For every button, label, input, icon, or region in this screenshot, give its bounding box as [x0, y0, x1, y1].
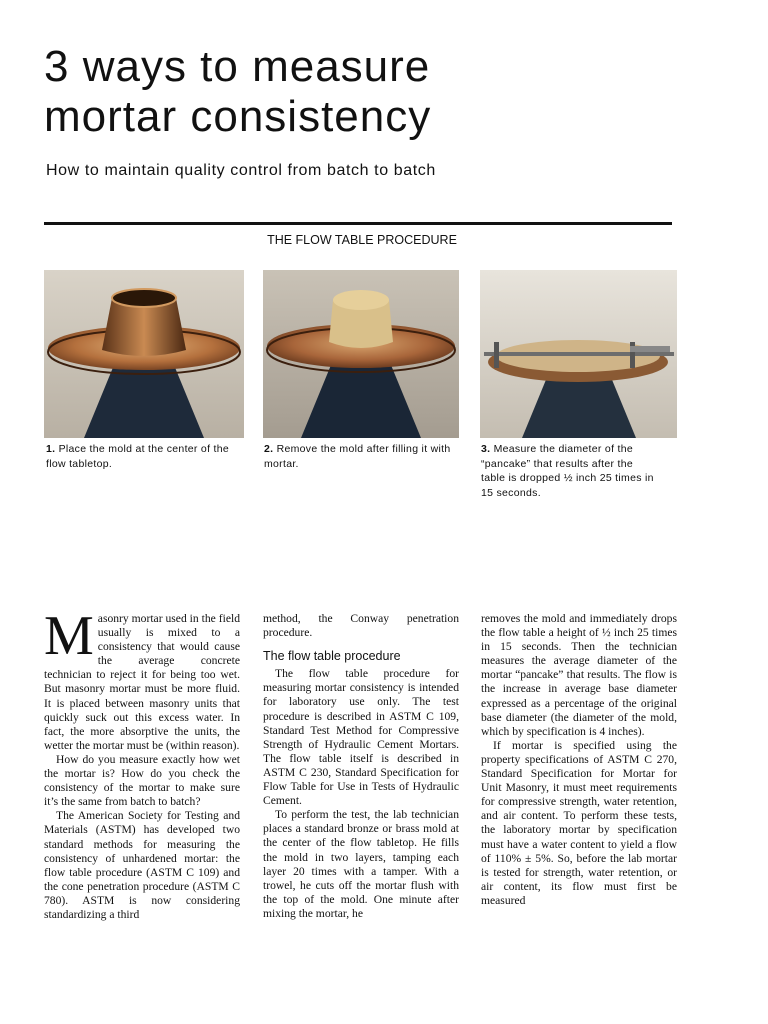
header-rule — [44, 222, 672, 225]
figure-caption-1 — [46, 442, 236, 471]
photo-pancake-measurement — [480, 270, 677, 438]
figure-caption-text: Measure the diameter of the “pancake” that results after the table is dropped ½ inch 25 times in 15 seconds. — [481, 443, 654, 499]
figure-caption-2 — [264, 442, 454, 471]
figure-number: 3. — [481, 443, 491, 455]
page-title — [44, 42, 724, 142]
paragraph: How do you measure exactly how wet the mortar is? How do you check the consistency of the mortar to make sure it’s the same from batch to batch? — [44, 752, 240, 809]
figure-caption-text: Remove the mold after filling it with mortar. — [264, 443, 451, 470]
paragraph: method, the Conway penetration procedure. — [263, 612, 459, 640]
paragraph: The American Society for Testing and Materials (ASTM) has developed two standard methods for measuring the consistency of unhardened mortar: the flow table procedure (ASTM C 109) and the cone penetration procedure (ASTM C 780). ASTM is now considering standardizing a third — [44, 809, 240, 921]
paragraph: If mortar is specified using the property specifications of ASTM C 270, Standard Specification for Mortar for Unit Masonry, it must meet requirements for compressive strength, water retention, and air content. To perform these tests, the laboratory mortar by specification must have a water content to yield a flow of 110% ± 5%. So, before the lab mortar is tested for strength, water retention, or air content, its flow must first be measured — [481, 738, 677, 907]
figure-number: 1. — [46, 443, 56, 455]
article-column-2 — [263, 612, 459, 921]
title-line-1: 3 ways to measure — [44, 42, 431, 91]
drop-cap: M — [44, 605, 94, 667]
paragraph — [44, 605, 240, 753]
section-subheading: The flow table procedure — [263, 649, 401, 664]
article-column-1 — [44, 605, 240, 922]
paragraph-text: asonry mortar used in the field usually is mixed to a consistency that would cause the average concrete technician to reject it for being too wet. But masonry mortar must be more fluid. It is placed between masonry units that quickly suck out this excess water. In fact, the more absorptive the units, the wetter the mortar must be (within reason). — [44, 612, 240, 752]
figure-caption-3 — [481, 442, 657, 500]
paragraph: The flow table procedure for measuring mortar consistency is intended for laboratory use only. The test procedure is described in ASTM C 109, Standard Test Method for Compressive Strength of Hydraulic Cement Mortars. The flow table itself is described in ASTM C 230, Standard Specification for Flow Table for Use in Tests of Hydraulic Cement. — [263, 667, 459, 808]
photo-mold-on-table — [44, 270, 244, 438]
figure-number: 2. — [264, 443, 274, 455]
page-subtitle: How to maintain quality control from batch to batch — [46, 162, 436, 179]
paragraph: removes the mold and immediately drops the flow table a height of ½ inch 25 times in 15 seconds. Then the technician measures the average diameter of the mortar “pancake” that results. The flow is the increase in average base diameter expressed as a percentage of the original base diameter (the diameter of the mold, which by specification is 4 inches). — [481, 612, 677, 738]
section-heading: THE FLOW TABLE PROCEDURE — [267, 233, 457, 247]
photo-mortar-cake — [263, 270, 459, 438]
title-line-2: mortar consistency — [44, 92, 432, 141]
article-column-3 — [481, 612, 677, 908]
paragraph: To perform the test, the lab technician places a standard bronze or brass mold at the center of the flow tabletop. He fills the mold in two layers, tamping each layer 20 times with a tamper. With a trowel, he cuts off the mortar flush with the top of the mold. One minute after mixing the mortar, he — [263, 808, 459, 920]
figure-caption-text: Place the mold at the center of the flow tabletop. — [46, 443, 230, 470]
